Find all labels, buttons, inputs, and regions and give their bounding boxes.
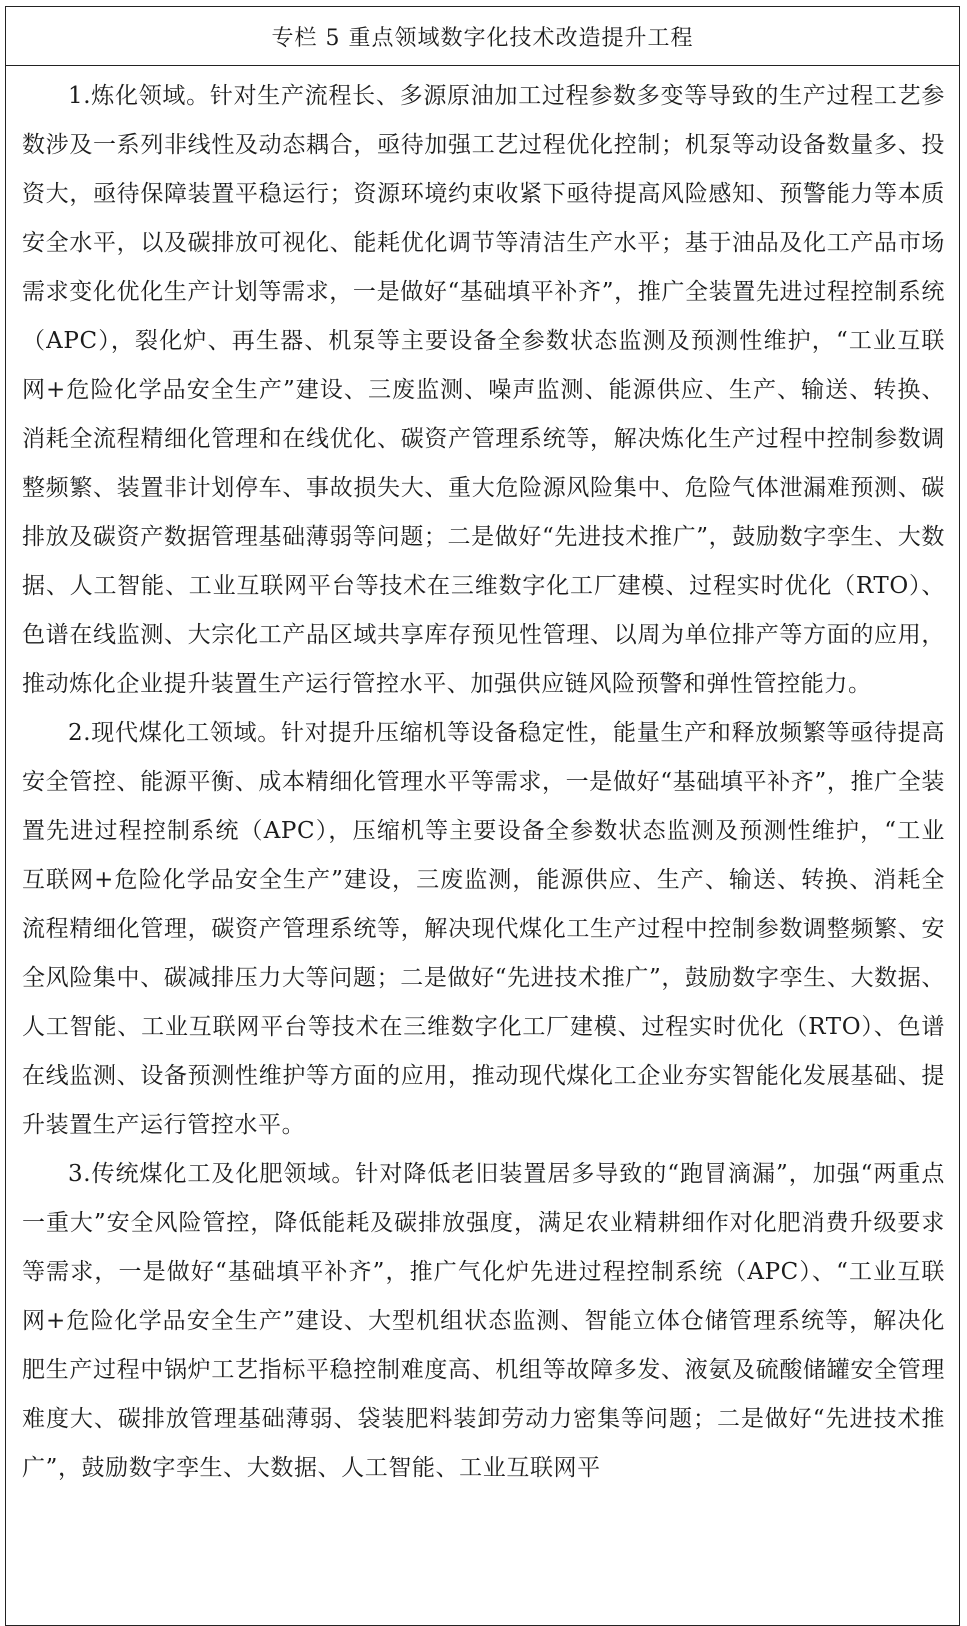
column-title: 专栏 5 重点领域数字化技术改造提升工程 [6,7,959,66]
section-traditional-coal-fertilizer-text: 针对降低老旧装置居多导致的“跑冒滴漏”，加强“两重点一重大”安全风险管控，降低能耗及碳排放强度，满足农业精耕细作对化肥消费升级要求等需求，一是做好“基础填平补齐”，推广气化炉先进过程控制系统（APC）、“工业互联网+危险化学品安全生产”建设、大型机组状态监测、智能立体仓储管理系统等，解决化肥生产过程中锅炉工艺指标平稳控制难度高、机组等故障多发、液氨及硫酸储罐安全管理难度大、碳排放管理基础薄弱、袋装肥料装卸劳动力密集等问题；二是做好“先进技术推广”，鼓励数字孪生、大数据、人工智能、工业互联网平 [22,1161,946,1481]
section-modern-coal-chemical [22,709,945,1150]
section-traditional-coal-fertilizer [22,1150,945,1493]
section-refining [22,72,945,709]
column-box [5,6,960,1626]
section-modern-coal-chemical-text: 针对提升压缩机等设备稳定性，能量生产和释放频繁等亟待提高安全管控、能源平衡、成本精细化管理水平等需求，一是做好“基础填平补齐”，推广全装置先进过程控制系统（APC），压缩机等主要设备全参数状态监测及预测性维护，“工业互联网+危险化学品安全生产”建设，三废监测，能源供应、生产、输送、转换、消耗全流程精细化管理，碳资产管理系统等，解决现代煤化工生产过程中控制参数调整频繁、安全风险集中、碳减排压力大等问题；二是做好“先进技术推广”，鼓励数字孪生、大数据、人工智能、工业互联网平台等技术在三维数字化工厂建模、过程实时优化（RTO）、色谱在线监测、设备预测性维护等方面的应用，推动现代煤化工企业夯实智能化发展基础、提升装置生产运行管控水平。 [22,720,945,1138]
section-refining-lead: 1.炼化领域。 [68,83,210,109]
section-traditional-coal-fertilizer-lead: 3.传统煤化工及化肥领域。 [68,1161,356,1187]
section-refining-text: 针对生产流程长、多源原油加工过程参数多变等导致的生产过程工艺参数涉及一系列非线性及动态耦合，亟待加强工艺过程优化控制；机泵等动设备数量多、投资大，亟待保障装置平稳运行；资源环境约束收紧下亟待提高风险感知、预警能力等本质安全水平，以及碳排放可视化、能耗优化调节等清洁生产水平；基于油品及化工产品市场需求变化优化生产计划等需求，一是做好“基础填平补齐”，推广全装置先进过程控制系统（APC），裂化炉、再生器、机泵等主要设备全参数状态监测及预测性维护，“工业互联网+危险化学品安全生产”建设、三废监测、噪声监测、能源供应、生产、输送、转换、消耗全流程精细化管理和在线优化、碳资产管理系统等，解决炼化生产过程中控制参数调整频繁、装置非计划停车、事故损失大、重大危险源风险集中、危险气体泄漏难预测、碳排放及碳资产数据管理基础薄弱等问题；二是做好“先进技术推广”，鼓励数字孪生、大数据、人工智能、工业互联网平台等技术在三维数字化工厂建模、过程实时优化（RTO）、色谱在线监测、大宗化工产品区域共享库存预见性管理、以周为单位排产等方面的应用，推动炼化企业提升装置生产运行管控水平、加强供应链风险预警和弹性管控能力。 [22,83,945,697]
column-body [6,66,959,1493]
section-modern-coal-chemical-lead: 2.现代煤化工领域。 [68,720,282,746]
